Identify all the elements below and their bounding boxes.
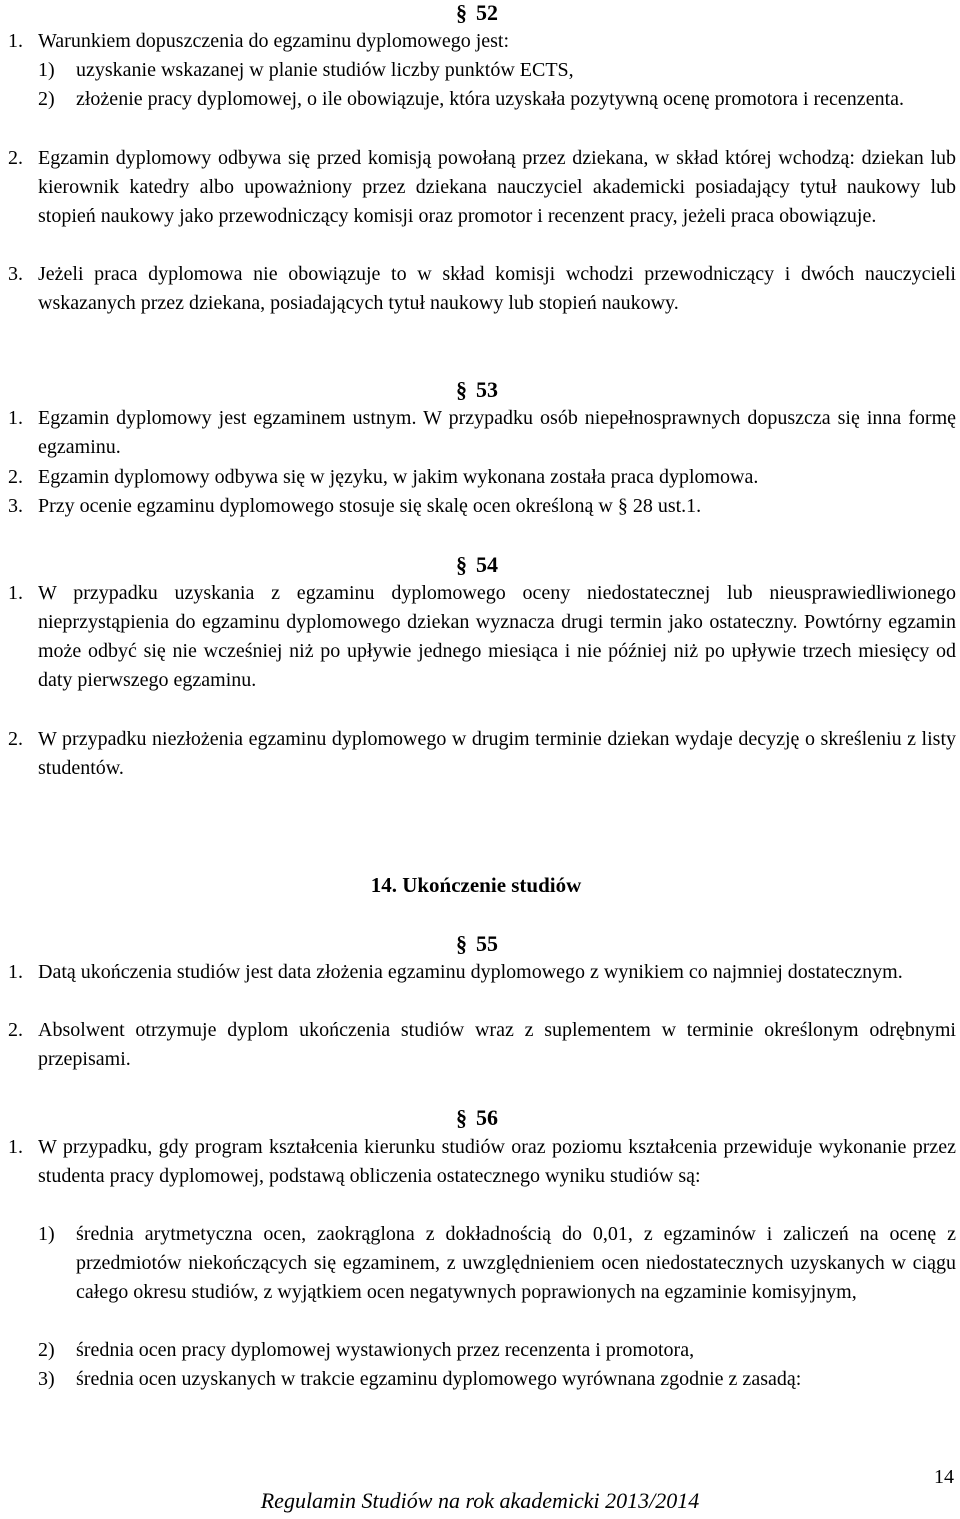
- section-heading-52: § 52: [456, 0, 498, 25]
- paragraph-55-1: 1. Datą ukończenia studiów jest data złożenia egzaminu dyplomowego z wynikiem co najmniej dostatecznym.: [8, 961, 903, 983]
- page-footer: Regulamin Studiów na rok akademicki 2013/2014: [260, 1488, 700, 1513]
- paragraph-52-2: 2. Egzamin dyplomowy odbywa się przed komisją powołaną przez dziekana, w skład której wchodzą: dziekan lub kierownik katedry albo upoważniony przez dziekana nauczyciel akademicki posiadający tytuł naukowy lub stopień naukowy jako przewodniczący komisji oraz promotor i recenzent pracy, jeżeli praca obowiązuje.: [8, 147, 956, 228]
- paragraph-56-1: 1. W przypadku, gdy program kształcenia kierunku studiów oraz poziomu kształcenia przewiduje wykonanie przez studenta pracy dyplomowej, podstawą obliczenia ostatecznego wyniku studiów są:: [8, 1136, 956, 1188]
- section-heading-56: § 56: [456, 1105, 498, 1130]
- paragraph-52-3: 3. Jeżeli praca dyplomowa nie obowiązuje to w skład komisji wchodzi przewodniczący i dwóch nauczycieli wskazanych przez dziekana, posiadających tytuł naukowy lub stopień naukowy.: [8, 263, 956, 315]
- list-item-56-1-1: 1) średnia arytmetyczna ocen, zaokrąglona z dokładnością do 0,01, z egzaminów i zaliczeń na ocenę z przedmiotów niekończących się egzaminem, z uwzględnieniem ocen niedostatecznych uzyskanych w ciągu całego okresu studiów, z wyjątkiem ocen negatywnych poprawionych na egzaminie komisyjnym,: [38, 1223, 956, 1304]
- paragraph-54-1: 1. W przypadku uzyskania z egzaminu dyplomowego oceny niedostatecznej lub nieusprawiedliwionego nieprzystąpienia do egzaminu dyplomowego dziekan wyznacza drugi termin jako ostateczny. Powtórny egzamin może odbyć się nie wcześniej niż po upływie jednego miesiąca i nie później niż po upływie trzech miesięcy od daty pierwszego egzaminu.: [8, 582, 956, 692]
- paragraph-53-2: 2. Egzamin dyplomowy odbywa się w języku, w jakim wykonana została praca dyplomowa.: [8, 466, 759, 488]
- list-item-56-1-3: 3) średnia ocen uzyskanych w trakcie egzaminu dyplomowego wyrównana zgodnie z zasadą:: [38, 1368, 802, 1390]
- paragraph-55-2: 2. Absolwent otrzymuje dyplom ukończenia studiów wraz z suplementem w terminie określonym odrębnymi przepisami.: [8, 1019, 956, 1071]
- section-heading-53: § 53: [456, 377, 498, 402]
- list-item-56-1-2: 2) średnia ocen pracy dyplomowej wystawionych przez recenzenta i promotora,: [38, 1339, 695, 1361]
- list-item-52-1-1: 1) uzyskanie wskazanej w planie studiów liczby punktów ECTS,: [38, 59, 574, 81]
- paragraph-54-2: 2. W przypadku niezłożenia egzaminu dyplomowego w drugim terminie dziekan wydaje decyzję o skreśleniu z listy studentów.: [8, 728, 956, 780]
- chapter-heading: 14. Ukończenie studiów: [370, 873, 582, 897]
- list-item-52-1-2: 2) złożenie pracy dyplomowej, o ile obowiązuje, która uzyskała pozytywną ocenę promotora i recenzenta.: [38, 88, 904, 110]
- paragraph-52-1: 1. Warunkiem dopuszczenia do egzaminu dyplomowego jest:: [8, 30, 510, 52]
- page-number: 14: [934, 1466, 954, 1488]
- paragraph-53-3: 3. Przy ocenie egzaminu dyplomowego stosuje się skalę ocen określoną w § 28 ust.1.: [8, 495, 702, 517]
- section-heading-54: § 54: [456, 552, 498, 577]
- paragraph-53-1: 1. Egzamin dyplomowy jest egzaminem ustnym. W przypadku osób niepełnosprawnych dopuszcza się inna formę egzaminu.: [8, 407, 956, 459]
- section-heading-55: § 55: [456, 931, 498, 956]
